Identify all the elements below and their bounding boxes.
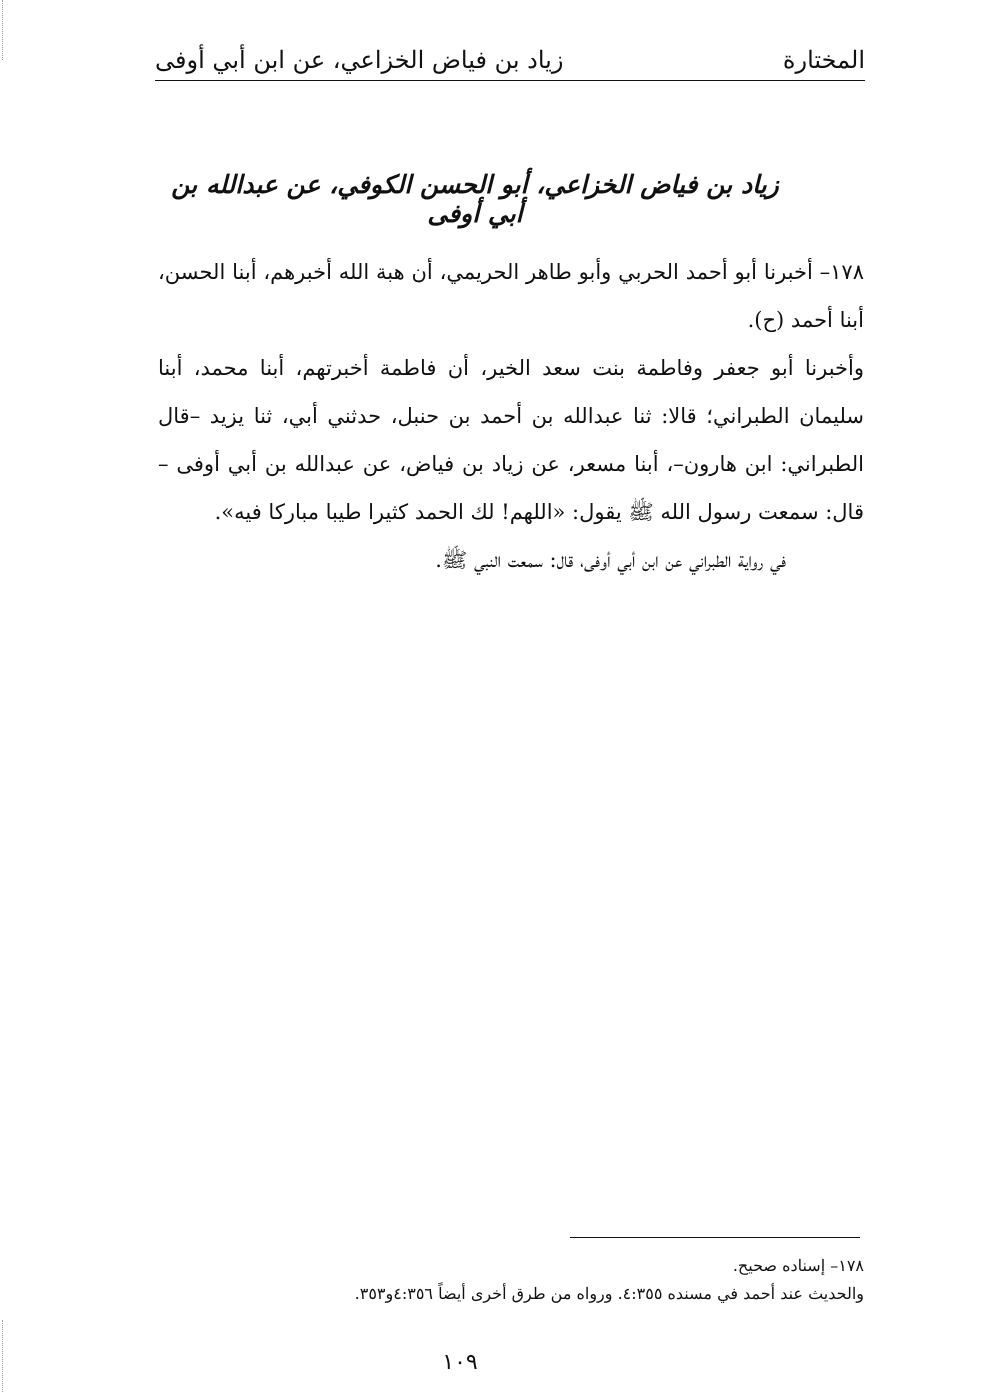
running-head xyxy=(155,28,865,74)
footnote-rule xyxy=(570,1237,860,1238)
hadith-text xyxy=(158,248,864,584)
section-title: زياد بن فياض الخزاعي، أبو الحسن الكوفي، عن عبدالله بن أبي أوفى xyxy=(171,170,779,228)
page-number: ١٠٩ xyxy=(442,1350,478,1375)
margin-mark-bottom xyxy=(2,1320,3,1392)
margin-mark-top xyxy=(2,0,3,60)
paragraph-isnad-2: وأخبرنا أبو جعفر وفاطمة بنت سعد الخير، أن فاطمة أخبرتهم، أبنا محمد، أبنا سليمان الطبراني؛ قالا: ثنا عبدالله بن أحمد بن حنبل، حدثني أبي، ثنا يزيد –قال الطبراني: ابن هارون–، أبنا مسعر، عن زياد بن فياض، عن عبدالله بن أبي أوفى – قال: سمعت رسول الله ﷺ يقول: «اللهم! لك الحمد كثيرا طيبا مباركا فيه». xyxy=(158,356,864,524)
paragraph-note: في رواية الطبراني عن ابن أبي أوفى، قال: سمعت النبي ﷺ. xyxy=(435,548,786,572)
footnote-grading: ١٧٨– إسناده صحيح. xyxy=(732,1256,864,1275)
book-title: المختارة xyxy=(782,46,865,74)
header-rule xyxy=(155,80,865,81)
paragraph-isnad-1: ١٧٨– أخبرنا أبو أحمد الحربي وأبو طاهر الحريمي، أن هبة الله أخبرهم، أبنا الحسن، أبنا أحمد (ح). xyxy=(158,260,864,332)
footnote-reference: والحديث عند أحمد في مسنده ٤:٣٥٥. ورواه من طرق أخرى أيضاً ٤:٣٥٦و٣٥٣. xyxy=(354,1284,864,1303)
chapter-title: زياد بن فياض الخزاعي، عن ابن أبي أوفى xyxy=(155,46,564,74)
footnotes xyxy=(200,1252,864,1308)
